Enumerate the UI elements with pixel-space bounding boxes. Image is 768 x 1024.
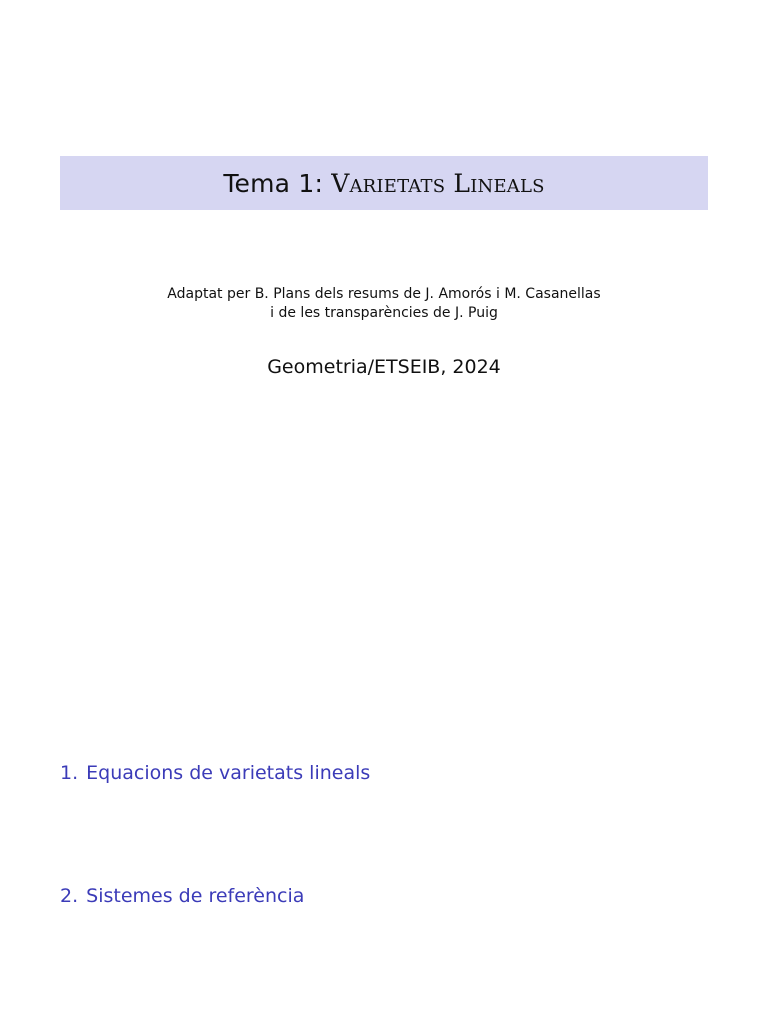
toc-label: Sistemes de referència (86, 885, 305, 907)
title-band (60, 156, 708, 210)
authors-line-2: i de les transparències de J. Puig (270, 305, 498, 321)
toc-item-equacions[interactable] (60, 762, 370, 784)
title-prefix: Tema 1: (223, 168, 332, 198)
authors-block (0, 285, 768, 323)
course-subtitle: Geometria/ETSEIB, 2024 (267, 356, 501, 378)
toc-number: 2. (60, 885, 79, 907)
toc-label: Equacions de varietats lineals (86, 762, 371, 784)
title-main: Varietats Lineals (331, 168, 545, 198)
toc-item-sistemes[interactable] (60, 885, 304, 907)
page-title (223, 169, 544, 198)
authors-line-1: Adaptat per B. Plans dels resums de J. Amorós i M. Casanellas (167, 286, 601, 302)
toc-number: 1. (60, 762, 79, 784)
